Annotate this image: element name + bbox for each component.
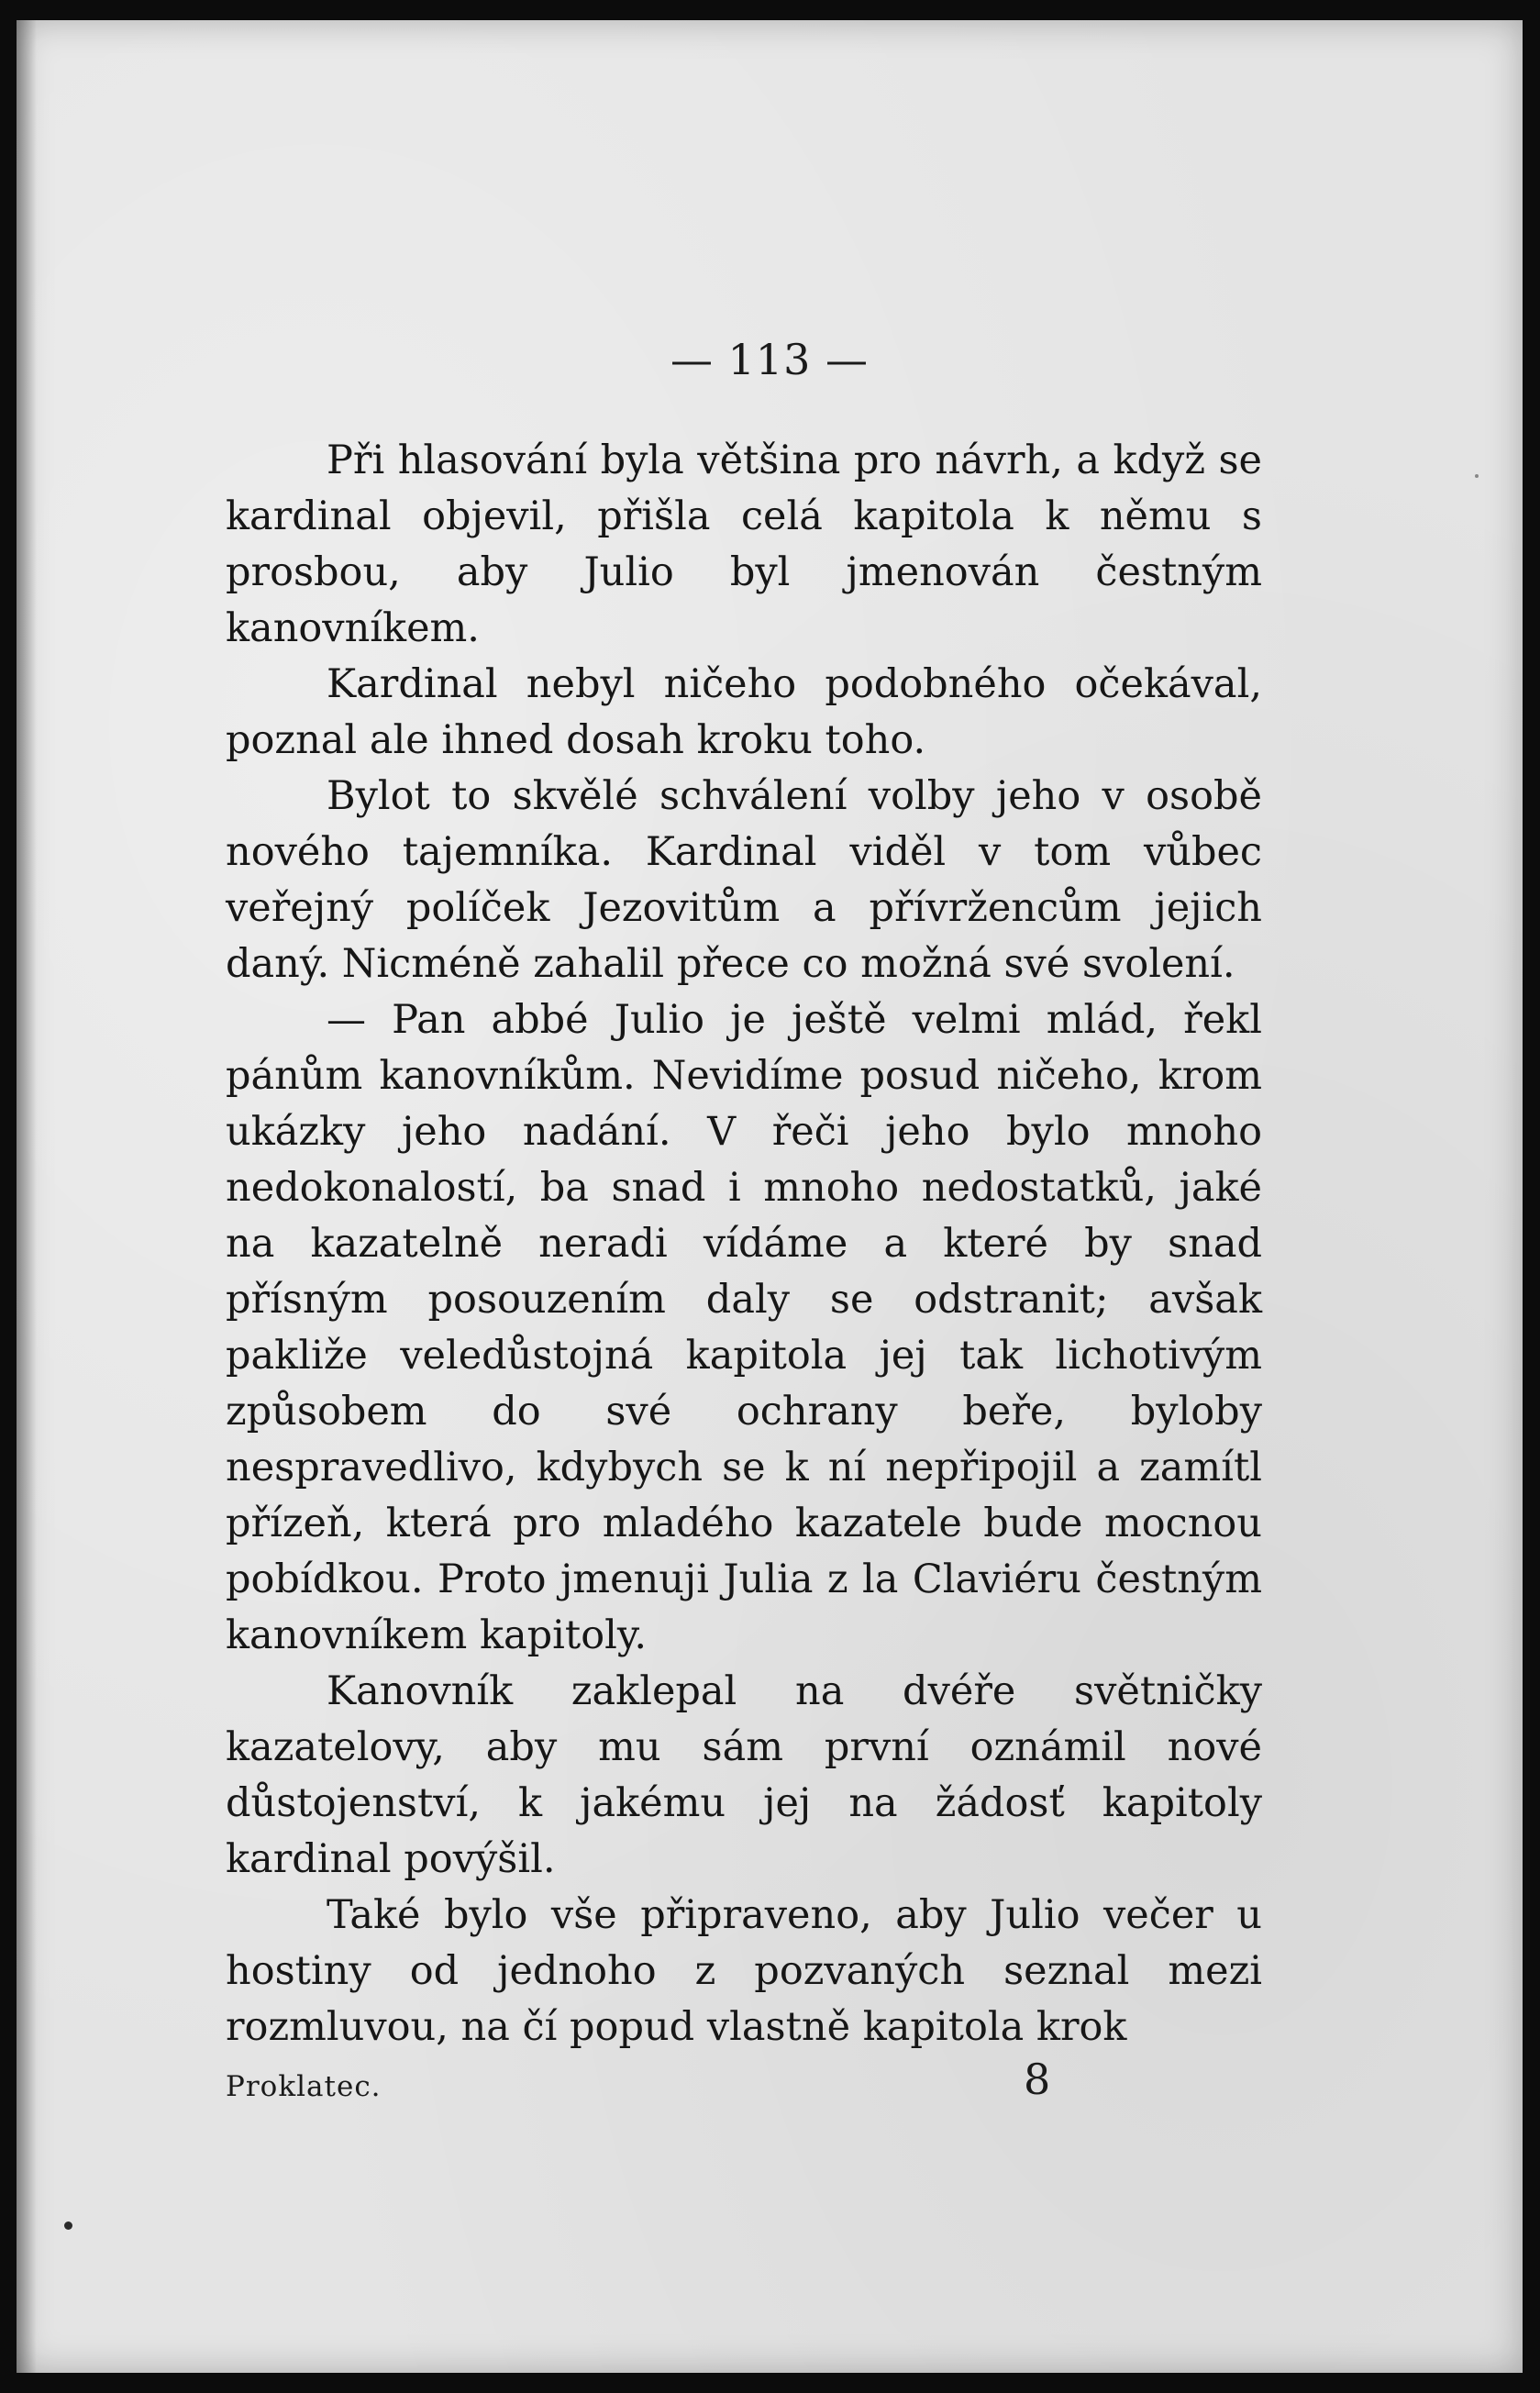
paragraph: — Pan abbé Julio je ještě velmi mlád, řekl pánům kanovníkům. Nevidíme posud ničeho, krom ukázky jeho nadání. V řeči jeho bylo mnoho nedokonalostí, ba snad i mnoho nedostatků, jaké na kazatelně neradi vídáme a které by snad přísným posouzením daly se odstranit; avšak pakliže veledůstojná kapitola jej tak lichotivým způsobem do své ochrany beře, byloby nespravedlivo, kdybych se k ní nepřipojil a zamítl přízeň, která pro mladého kazatele bude mocnou pobídkou. Proto jmenuji Julia z la Claviéru čestným kanovníkem kapitoly.: [226, 997, 1262, 1658]
paragraph: Při hlasování byla většina pro návrh, a když se kardinal objevil, přišla celá kapitola k němu s prosbou, aby Julio byl jmenován čestným kanovníkem.: [226, 438, 1262, 651]
scan-speck: [64, 2221, 72, 2230]
footer-signature: Proklatec.: [226, 2070, 382, 2103]
footer-sheet-number: 8: [1024, 2055, 1051, 2104]
paragraph: Kanovník zaklepal na dvéře světničky kazatelovy, aby mu sám první oznámil nové důstojenství, k jakému jej na žádosť kapitoly kardinal povýšil.: [226, 1668, 1262, 1882]
scanned-page: [17, 20, 1523, 2373]
scan-speck: [1475, 474, 1479, 478]
paragraph: Bylot to skvělé schválení volby jeho v osobě nového tajemníka. Kardinal viděl v tom vůbec veřejný políček Jezovitům a přívržencům jejich daný. Nicméně zahalil přece co možná své svolení.: [226, 773, 1262, 987]
paragraph: Kardinal nebyl ničeho podobného očekával, poznal ale ihned dosah kroku toho.: [226, 661, 1262, 763]
paragraph: Také bylo vše připraveno, aby Julio večer u hostiny od jednoho z pozvaných seznal mezi rozmluvou, na čí popud vlastně kapitola krok: [226, 1892, 1262, 2050]
body-text: [226, 433, 1262, 2055]
page-number: — 113 —: [670, 335, 870, 384]
